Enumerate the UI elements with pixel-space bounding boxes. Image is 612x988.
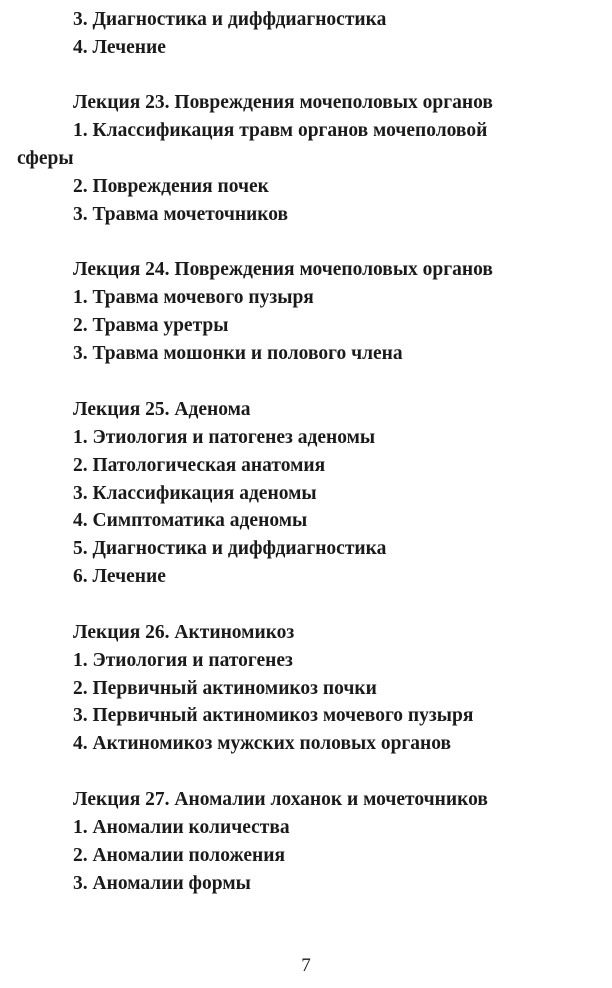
- lecture-23-item: 1. Классификация травм органов мочеполовой: [73, 120, 488, 141]
- lecture-24-item: 3. Травма мошонки и полового члена: [73, 343, 403, 364]
- intro-item: 4. Лечение: [73, 37, 166, 58]
- lecture-26-item: 3. Первичный актиномикоз мочевого пузыря: [73, 705, 474, 726]
- intro-item: 3. Диагностика и диффдиагностика: [73, 9, 387, 30]
- lecture-26-title: Лекция 26. Актиномикоз: [73, 622, 295, 643]
- lecture-24-title: Лекция 24. Повреждения мочеполовых органов: [73, 259, 493, 280]
- lecture-25-item: 5. Диагностика и диффдиагностика: [73, 538, 387, 559]
- lecture-23-item-continuation: сферы: [17, 148, 74, 169]
- lecture-25-item: 2. Патологическая анатомия: [73, 455, 326, 476]
- lecture-27-item: 1. Аномалии количества: [73, 817, 290, 838]
- lecture-26-item: 1. Этиология и патогенез: [73, 650, 293, 671]
- lecture-25-item: 1. Этиология и патогенез аденомы: [73, 427, 376, 448]
- lecture-25-title: Лекция 25. Аденома: [73, 399, 251, 420]
- lecture-27-item: 3. Аномалии формы: [73, 873, 251, 894]
- lecture-23-title: Лекция 23. Повреждения мочеполовых органов: [73, 92, 493, 113]
- lecture-26-item: 4. Актиномикоз мужских половых органов: [73, 733, 452, 754]
- lecture-24-item: 1. Травма мочевого пузыря: [73, 287, 314, 308]
- lecture-25-item: 6. Лечение: [73, 566, 166, 587]
- lecture-23-item: 3. Травма мочеточников: [73, 204, 289, 225]
- lecture-26-item: 2. Первичный актиномикоз почки: [73, 678, 377, 699]
- page-number: 7: [301, 955, 311, 976]
- lecture-25-item: 4. Симптоматика аденомы: [73, 510, 308, 531]
- lecture-24-item: 2. Травма уретры: [73, 315, 229, 336]
- lecture-25-item: 3. Классификация аденомы: [73, 483, 317, 504]
- lecture-23-item: 2. Повреждения почек: [73, 176, 269, 197]
- lecture-27-title: Лекция 27. Аномалии лоханок и мочеточников: [73, 789, 488, 810]
- lecture-27-item: 2. Аномалии положения: [73, 845, 286, 866]
